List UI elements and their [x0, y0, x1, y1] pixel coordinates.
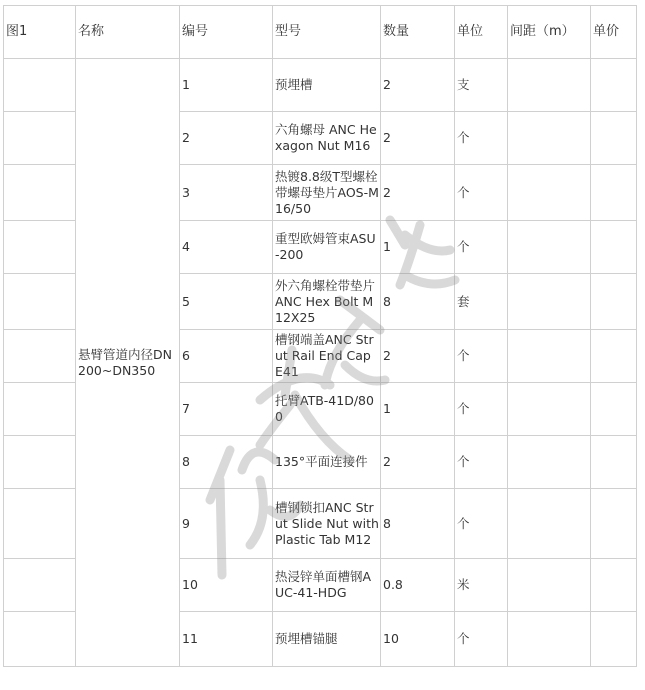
model-cell: 热镀8.8级T型螺栓带螺母垫片AOS-M16/50: [273, 165, 381, 221]
spacing-cell: [508, 383, 591, 436]
spacing-cell: [508, 612, 591, 667]
model-cell: 外六角螺栓带垫片ANC Hex Bolt M12X25: [273, 274, 381, 330]
header-figure: 图1: [4, 6, 76, 59]
figure-cell: [4, 559, 76, 612]
unit-cell: 个: [455, 112, 508, 165]
price-cell: [591, 612, 637, 667]
number-cell: 6: [180, 330, 273, 383]
number-cell: 2: [180, 112, 273, 165]
unit-cell: 个: [455, 436, 508, 489]
price-cell: [591, 330, 637, 383]
spacing-cell: [508, 59, 591, 112]
unit-cell: 个: [455, 489, 508, 559]
unit-cell: 个: [455, 221, 508, 274]
figure-cell: [4, 612, 76, 667]
quantity-cell: 10: [381, 612, 455, 667]
figure-cell: [4, 59, 76, 112]
quantity-cell: 2: [381, 330, 455, 383]
number-cell: 10: [180, 559, 273, 612]
model-cell: 六角螺母 ANC Hexagon Nut M16: [273, 112, 381, 165]
spacing-cell: [508, 165, 591, 221]
unit-cell: 套: [455, 274, 508, 330]
header-model: 型号: [273, 6, 381, 59]
unit-cell: 米: [455, 559, 508, 612]
category-cell: 悬臂管道内径DN200~DN350: [76, 59, 180, 667]
spacing-cell: [508, 436, 591, 489]
spacing-cell: [508, 274, 591, 330]
model-cell: 托臂ATB-41D/800: [273, 383, 381, 436]
figure-cell: [4, 274, 76, 330]
model-cell: 槽钢锁扣ANC Strut Slide Nut with Plastic Tab M12: [273, 489, 381, 559]
unit-cell: 个: [455, 165, 508, 221]
figure-cell: [4, 330, 76, 383]
unit-cell: 个: [455, 330, 508, 383]
number-cell: 11: [180, 612, 273, 667]
number-cell: 8: [180, 436, 273, 489]
quantity-cell: 2: [381, 165, 455, 221]
spacing-cell: [508, 221, 591, 274]
spacing-cell: [508, 112, 591, 165]
number-cell: 5: [180, 274, 273, 330]
header-unit: 单位: [455, 6, 508, 59]
price-cell: [591, 165, 637, 221]
price-cell: [591, 221, 637, 274]
unit-cell: 个: [455, 612, 508, 667]
price-cell: [591, 59, 637, 112]
quantity-cell: 1: [381, 383, 455, 436]
quantity-cell: 8: [381, 274, 455, 330]
price-cell: [591, 112, 637, 165]
number-cell: 9: [180, 489, 273, 559]
table-row: [4, 59, 637, 112]
unit-cell: 个: [455, 383, 508, 436]
quantity-cell: 0.8: [381, 559, 455, 612]
quantity-cell: 8: [381, 489, 455, 559]
number-cell: 1: [180, 59, 273, 112]
header-price: 单价: [591, 6, 637, 59]
header-row: [4, 6, 637, 59]
parts-table: [3, 5, 637, 667]
figure-cell: [4, 112, 76, 165]
model-cell: 预埋槽锚腿: [273, 612, 381, 667]
price-cell: [591, 489, 637, 559]
model-cell: 槽钢端盖ANC Strut Rail End Cap E41: [273, 330, 381, 383]
header-number: 编号: [180, 6, 273, 59]
figure-cell: [4, 489, 76, 559]
model-cell: 热浸锌单面槽钢AUC-41-HDG: [273, 559, 381, 612]
number-cell: 4: [180, 221, 273, 274]
figure-cell: [4, 383, 76, 436]
spacing-cell: [508, 489, 591, 559]
header-name: 名称: [76, 6, 180, 59]
model-cell: 预埋槽: [273, 59, 381, 112]
header-quantity: 数量: [381, 6, 455, 59]
price-cell: [591, 436, 637, 489]
price-cell: [591, 383, 637, 436]
spacing-cell: [508, 330, 591, 383]
model-cell: 135°平面连接件: [273, 436, 381, 489]
quantity-cell: 2: [381, 112, 455, 165]
number-cell: 7: [180, 383, 273, 436]
quantity-cell: 2: [381, 59, 455, 112]
figure-cell: [4, 165, 76, 221]
figure-cell: [4, 436, 76, 489]
spacing-cell: [508, 559, 591, 612]
number-cell: 3: [180, 165, 273, 221]
quantity-cell: 1: [381, 221, 455, 274]
price-cell: [591, 559, 637, 612]
quantity-cell: 2: [381, 436, 455, 489]
figure-cell: [4, 221, 76, 274]
price-cell: [591, 274, 637, 330]
model-cell: 重型欧姆管束ASU-200: [273, 221, 381, 274]
header-spacing: 间距（m）: [508, 6, 591, 59]
unit-cell: 支: [455, 59, 508, 112]
